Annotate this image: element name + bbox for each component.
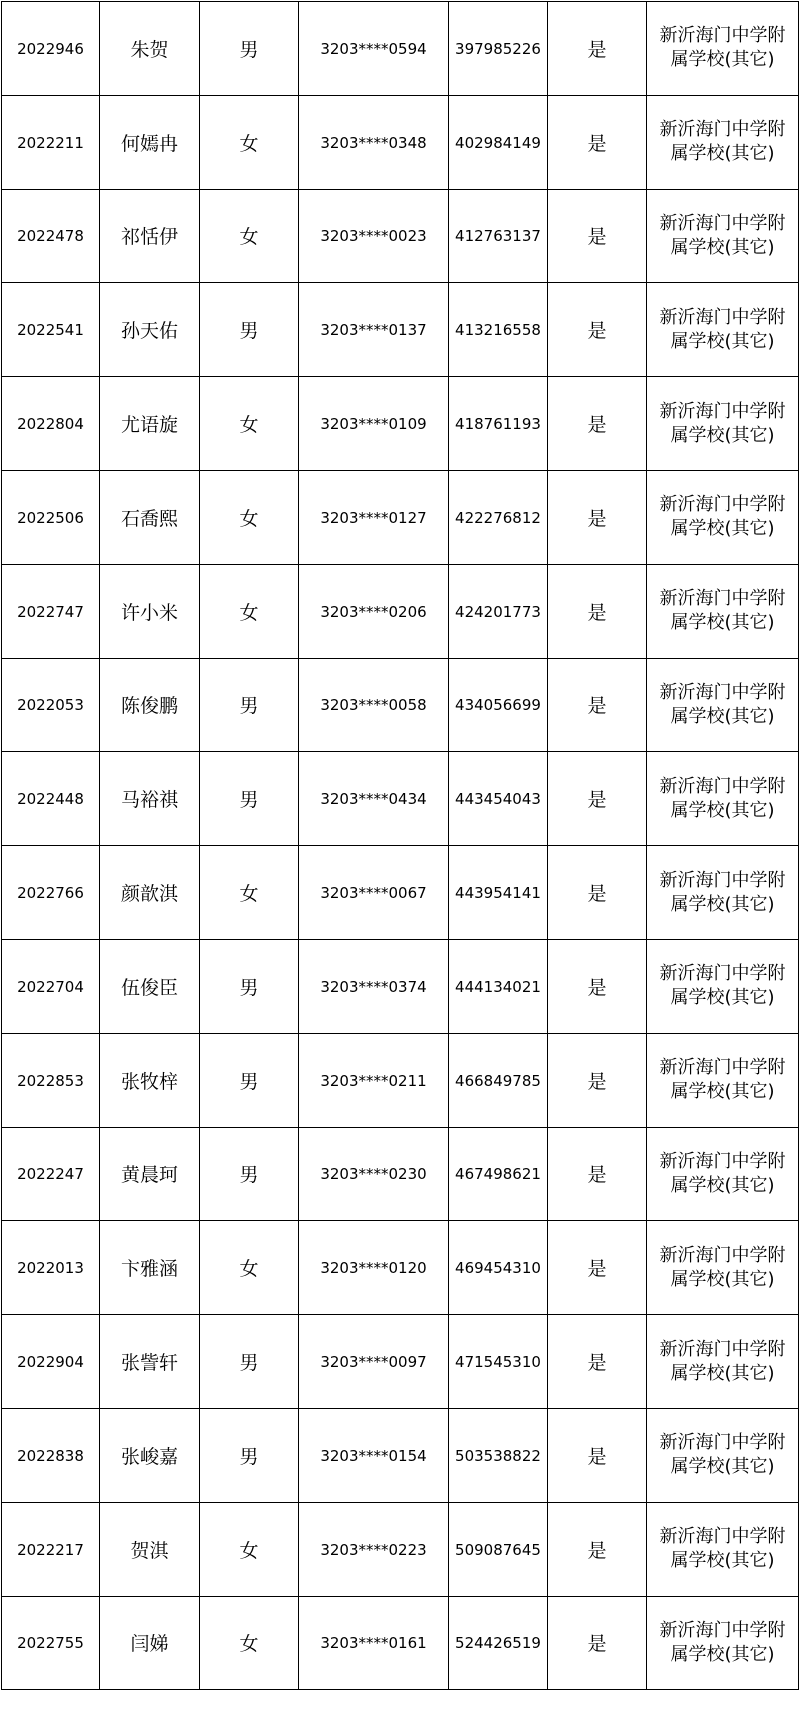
student-name-cell xyxy=(100,564,200,658)
masked-id-card: 3203****0211 xyxy=(320,1071,427,1090)
gender-cell xyxy=(200,658,299,752)
student-name: 马裕祺 xyxy=(120,789,178,812)
id-card-cell xyxy=(299,189,449,283)
school-name-line2: 属学校(其它) xyxy=(670,799,775,821)
yes-flag: 是 xyxy=(587,132,607,155)
gender-cell xyxy=(200,470,299,564)
school-name-line1: 新沂海门中学附 xyxy=(659,681,786,703)
gender-cell xyxy=(200,1596,299,1690)
registration-number: 402984149 xyxy=(455,133,541,152)
student-name: 张訾轩 xyxy=(120,1352,178,1375)
registration-number: 503538822 xyxy=(455,1446,541,1465)
school-name-line2: 属学校(其它) xyxy=(670,1268,775,1290)
student-name-cell xyxy=(100,377,200,471)
student-name-cell xyxy=(100,283,200,377)
gender: 男 xyxy=(239,695,259,718)
gender-cell xyxy=(200,95,299,189)
gender-cell xyxy=(200,564,299,658)
school-cell xyxy=(647,752,799,846)
yes-flag: 是 xyxy=(587,507,607,530)
table-row xyxy=(2,752,799,846)
yes-flag: 是 xyxy=(587,320,607,343)
yes-flag: 是 xyxy=(587,1539,607,1562)
yes-flag: 是 xyxy=(587,414,607,437)
school-name-line1: 新沂海门中学附 xyxy=(659,212,786,234)
flag-cell xyxy=(548,1408,647,1502)
number-cell xyxy=(449,1408,548,1502)
number-cell xyxy=(449,1033,548,1127)
id-card-cell xyxy=(299,1502,449,1596)
gender-cell xyxy=(200,1033,299,1127)
masked-id-card: 3203****0154 xyxy=(320,1446,427,1465)
number-cell xyxy=(449,377,548,471)
masked-id-card: 3203****0374 xyxy=(320,977,427,996)
school-name-line2: 属学校(其它) xyxy=(670,1550,775,1572)
table-row xyxy=(2,846,799,940)
id-card-cell xyxy=(299,2,449,96)
registration-number: 424201773 xyxy=(455,602,541,621)
student-name: 颜歆淇 xyxy=(120,883,178,906)
yes-flag: 是 xyxy=(587,1633,607,1656)
id-card-cell xyxy=(299,470,449,564)
gender: 女 xyxy=(239,1633,259,1656)
student-id-cell xyxy=(2,95,100,189)
student-name: 张峻嘉 xyxy=(120,1445,178,1468)
school-cell xyxy=(647,1127,799,1221)
student-id-cell xyxy=(2,189,100,283)
table-row xyxy=(2,2,799,96)
student-name-cell xyxy=(100,1502,200,1596)
student-name: 何嫣冉 xyxy=(120,132,178,155)
number-cell xyxy=(449,1596,548,1690)
school-cell xyxy=(647,377,799,471)
registration-number: 471545310 xyxy=(455,1353,541,1372)
school-cell xyxy=(647,1408,799,1502)
student-id-cell xyxy=(2,377,100,471)
school-cell xyxy=(647,846,799,940)
registration-number: 444134021 xyxy=(455,977,541,996)
school-cell xyxy=(647,1033,799,1127)
student-name-cell xyxy=(100,1127,200,1221)
school-name-line1: 新沂海门中学附 xyxy=(659,1526,786,1548)
gender-cell xyxy=(200,752,299,846)
registration-number: 469454310 xyxy=(455,1259,541,1278)
number-cell xyxy=(449,470,548,564)
gender: 男 xyxy=(239,976,259,999)
school-name-line1: 新沂海门中学附 xyxy=(659,1432,786,1454)
number-cell xyxy=(449,1221,548,1315)
registration-number: 412763137 xyxy=(455,227,541,246)
school-cell xyxy=(647,939,799,1033)
gender: 女 xyxy=(239,601,259,624)
student-name: 卞雅涵 xyxy=(120,1258,178,1281)
masked-id-card: 3203****0058 xyxy=(320,696,427,715)
masked-id-card: 3203****0137 xyxy=(320,321,427,340)
number-cell xyxy=(449,1127,548,1221)
number-cell xyxy=(449,846,548,940)
gender: 女 xyxy=(239,414,259,437)
school-name-line1: 新沂海门中学附 xyxy=(659,588,786,610)
student-name: 许小米 xyxy=(120,601,178,624)
school-name-line2: 属学校(其它) xyxy=(670,612,775,634)
student-name: 尤语旋 xyxy=(120,414,178,437)
gender-cell xyxy=(200,1221,299,1315)
student-id-cell xyxy=(2,470,100,564)
student-id: 2022853 xyxy=(17,1071,84,1090)
masked-id-card: 3203****0348 xyxy=(320,133,427,152)
registration-number: 413216558 xyxy=(455,321,541,340)
registration-number: 467498621 xyxy=(455,1165,541,1184)
masked-id-card: 3203****0161 xyxy=(320,1634,427,1653)
school-name-line2: 属学校(其它) xyxy=(670,1081,775,1103)
masked-id-card: 3203****0097 xyxy=(320,1353,427,1372)
number-cell xyxy=(449,283,548,377)
flag-cell xyxy=(548,283,647,377)
gender: 女 xyxy=(239,1258,259,1281)
number-cell xyxy=(449,95,548,189)
student-id: 2022904 xyxy=(17,1353,84,1372)
id-card-cell xyxy=(299,846,449,940)
school-cell xyxy=(647,564,799,658)
school-name-line1: 新沂海门中学附 xyxy=(659,1244,786,1266)
masked-id-card: 3203****0223 xyxy=(320,1540,427,1559)
gender: 女 xyxy=(239,883,259,906)
gender: 男 xyxy=(239,1070,259,1093)
registration-number: 443454043 xyxy=(455,790,541,809)
student-id: 2022506 xyxy=(17,508,84,527)
table-row xyxy=(2,564,799,658)
table-row xyxy=(2,1221,799,1315)
school-cell xyxy=(647,1315,799,1409)
school-cell xyxy=(647,95,799,189)
student-name-cell xyxy=(100,2,200,96)
student-id-cell xyxy=(2,1221,100,1315)
table-row xyxy=(2,1408,799,1502)
flag-cell xyxy=(548,470,647,564)
school-name-line1: 新沂海门中学附 xyxy=(659,306,786,328)
student-id-cell xyxy=(2,1127,100,1221)
school-name-line2: 属学校(其它) xyxy=(670,1456,775,1478)
table-row xyxy=(2,189,799,283)
school-name-line1: 新沂海门中学附 xyxy=(659,25,786,47)
id-card-cell xyxy=(299,95,449,189)
flag-cell xyxy=(548,1033,647,1127)
student-name-cell xyxy=(100,1596,200,1690)
id-card-cell xyxy=(299,283,449,377)
school-cell xyxy=(647,283,799,377)
flag-cell xyxy=(548,1596,647,1690)
student-id-cell xyxy=(2,1502,100,1596)
student-id-cell xyxy=(2,564,100,658)
student-id: 2022478 xyxy=(17,227,84,246)
yes-flag: 是 xyxy=(587,789,607,812)
student-id-cell xyxy=(2,1408,100,1502)
student-name-cell xyxy=(100,846,200,940)
student-id-cell xyxy=(2,939,100,1033)
flag-cell xyxy=(548,1127,647,1221)
gender-cell xyxy=(200,939,299,1033)
student-name-cell xyxy=(100,1033,200,1127)
school-name-line2: 属学校(其它) xyxy=(670,1643,775,1665)
gender-cell xyxy=(200,1127,299,1221)
yes-flag: 是 xyxy=(587,1445,607,1468)
flag-cell xyxy=(548,846,647,940)
registration-number: 397985226 xyxy=(455,39,541,58)
student-name-cell xyxy=(100,752,200,846)
student-id: 2022541 xyxy=(17,321,84,340)
student-name: 黄晨珂 xyxy=(120,1164,178,1187)
school-name-line1: 新沂海门中学附 xyxy=(659,775,786,797)
school-cell xyxy=(647,1596,799,1690)
student-id: 2022704 xyxy=(17,977,84,996)
flag-cell xyxy=(548,1221,647,1315)
gender: 男 xyxy=(239,1352,259,1375)
gender: 男 xyxy=(239,38,259,61)
masked-id-card: 3203****0434 xyxy=(320,790,427,809)
school-cell xyxy=(647,2,799,96)
gender: 女 xyxy=(239,226,259,249)
gender: 女 xyxy=(239,507,259,530)
registration-number: 418761193 xyxy=(455,415,541,434)
id-card-cell xyxy=(299,564,449,658)
school-name-line1: 新沂海门中学附 xyxy=(659,869,786,891)
school-name-line1: 新沂海门中学附 xyxy=(659,1338,786,1360)
school-name-line2: 属学校(其它) xyxy=(670,1362,775,1384)
number-cell xyxy=(449,564,548,658)
school-name-line1: 新沂海门中学附 xyxy=(659,119,786,141)
gender-cell xyxy=(200,283,299,377)
school-name-line2: 属学校(其它) xyxy=(670,330,775,352)
gender: 女 xyxy=(239,1539,259,1562)
registration-number: 466849785 xyxy=(455,1071,541,1090)
school-name-line1: 新沂海门中学附 xyxy=(659,1619,786,1641)
student-id-cell xyxy=(2,283,100,377)
flag-cell xyxy=(548,939,647,1033)
id-card-cell xyxy=(299,1408,449,1502)
student-id-cell xyxy=(2,846,100,940)
table-row xyxy=(2,1596,799,1690)
masked-id-card: 3203****0127 xyxy=(320,508,427,527)
flag-cell xyxy=(548,1502,647,1596)
flag-cell xyxy=(548,189,647,283)
number-cell xyxy=(449,1315,548,1409)
student-name: 朱贺 xyxy=(130,38,169,61)
flag-cell xyxy=(548,564,647,658)
id-card-cell xyxy=(299,658,449,752)
student-id-cell xyxy=(2,658,100,752)
number-cell xyxy=(449,189,548,283)
school-name-line1: 新沂海门中学附 xyxy=(659,963,786,985)
student-id: 2022211 xyxy=(17,133,84,152)
table-row xyxy=(2,283,799,377)
school-name-line2: 属学校(其它) xyxy=(670,518,775,540)
student-name-cell xyxy=(100,470,200,564)
student-name: 贺淇 xyxy=(130,1539,169,1562)
student-id: 2022247 xyxy=(17,1165,84,1184)
table-row xyxy=(2,1502,799,1596)
id-card-cell xyxy=(299,1315,449,1409)
student-id-cell xyxy=(2,2,100,96)
gender: 男 xyxy=(239,320,259,343)
school-name-line1: 新沂海门中学附 xyxy=(659,1057,786,1079)
student-name: 孙天佑 xyxy=(120,320,178,343)
student-id: 2022755 xyxy=(17,1634,84,1653)
masked-id-card: 3203****0067 xyxy=(320,884,427,903)
id-card-cell xyxy=(299,1221,449,1315)
school-name-line2: 属学校(其它) xyxy=(670,987,775,1009)
school-name-line2: 属学校(其它) xyxy=(670,893,775,915)
registration-number: 443954141 xyxy=(455,884,541,903)
flag-cell xyxy=(548,752,647,846)
student-id: 2022053 xyxy=(17,696,84,715)
masked-id-card: 3203****0120 xyxy=(320,1259,427,1278)
student-name-cell xyxy=(100,189,200,283)
school-name-line2: 属学校(其它) xyxy=(670,705,775,727)
school-cell xyxy=(647,1221,799,1315)
student-name-cell xyxy=(100,1408,200,1502)
yes-flag: 是 xyxy=(587,1258,607,1281)
masked-id-card: 3203****0230 xyxy=(320,1165,427,1184)
table-row xyxy=(2,470,799,564)
yes-flag: 是 xyxy=(587,695,607,718)
number-cell xyxy=(449,658,548,752)
number-cell xyxy=(449,1502,548,1596)
student-name: 闫娣 xyxy=(130,1633,169,1656)
student-name: 陈俊鹏 xyxy=(120,695,178,718)
masked-id-card: 3203****0109 xyxy=(320,415,427,434)
school-cell xyxy=(647,1502,799,1596)
number-cell xyxy=(449,939,548,1033)
gender-cell xyxy=(200,377,299,471)
table-row xyxy=(2,377,799,471)
school-name-line2: 属学校(其它) xyxy=(670,49,775,71)
flag-cell xyxy=(548,2,647,96)
student-name: 伍俊臣 xyxy=(120,976,178,999)
student-id: 2022747 xyxy=(17,602,84,621)
gender-cell xyxy=(200,1502,299,1596)
student-name: 祁恬伊 xyxy=(120,226,178,249)
id-card-cell xyxy=(299,752,449,846)
school-name-line1: 新沂海门中学附 xyxy=(659,400,786,422)
student-roster-table xyxy=(1,1,799,1690)
student-id-cell xyxy=(2,1596,100,1690)
school-name-line2: 属学校(其它) xyxy=(670,143,775,165)
number-cell xyxy=(449,752,548,846)
student-id-cell xyxy=(2,1315,100,1409)
id-card-cell xyxy=(299,377,449,471)
student-id: 2022217 xyxy=(17,1540,84,1559)
id-card-cell xyxy=(299,939,449,1033)
table-row xyxy=(2,95,799,189)
student-id: 2022946 xyxy=(17,39,84,58)
masked-id-card: 3203****0206 xyxy=(320,602,427,621)
school-name-line2: 属学校(其它) xyxy=(670,424,775,446)
school-name-line2: 属学校(其它) xyxy=(670,236,775,258)
yes-flag: 是 xyxy=(587,883,607,906)
student-name: 石喬熙 xyxy=(120,507,178,530)
registration-number: 509087645 xyxy=(455,1540,541,1559)
yes-flag: 是 xyxy=(587,38,607,61)
student-id: 2022766 xyxy=(17,884,84,903)
flag-cell xyxy=(548,1315,647,1409)
registration-number: 422276812 xyxy=(455,508,541,527)
school-name-line1: 新沂海门中学附 xyxy=(659,494,786,516)
gender-cell xyxy=(200,189,299,283)
student-id: 2022838 xyxy=(17,1446,84,1465)
yes-flag: 是 xyxy=(587,976,607,999)
id-card-cell xyxy=(299,1127,449,1221)
school-cell xyxy=(647,658,799,752)
masked-id-card: 3203****0023 xyxy=(320,227,427,246)
student-id: 2022804 xyxy=(17,415,84,434)
table-row xyxy=(2,658,799,752)
student-id-cell xyxy=(2,1033,100,1127)
flag-cell xyxy=(548,95,647,189)
table-row xyxy=(2,939,799,1033)
school-cell xyxy=(647,470,799,564)
table-row xyxy=(2,1127,799,1221)
student-name-cell xyxy=(100,95,200,189)
masked-id-card: 3203****0594 xyxy=(320,39,427,58)
id-card-cell xyxy=(299,1033,449,1127)
gender-cell xyxy=(200,1315,299,1409)
gender-cell xyxy=(200,846,299,940)
student-name: 张牧梓 xyxy=(120,1070,178,1093)
school-name-line1: 新沂海门中学附 xyxy=(659,1150,786,1172)
yes-flag: 是 xyxy=(587,1070,607,1093)
school-cell xyxy=(647,189,799,283)
student-id-cell xyxy=(2,752,100,846)
gender: 女 xyxy=(239,132,259,155)
yes-flag: 是 xyxy=(587,1352,607,1375)
number-cell xyxy=(449,2,548,96)
registration-number: 524426519 xyxy=(455,1634,541,1653)
student-id: 2022448 xyxy=(17,790,84,809)
student-name-cell xyxy=(100,658,200,752)
gender-cell xyxy=(200,1408,299,1502)
table-row xyxy=(2,1315,799,1409)
gender: 男 xyxy=(239,1445,259,1468)
flag-cell xyxy=(548,377,647,471)
student-id: 2022013 xyxy=(17,1259,84,1278)
student-name-cell xyxy=(100,1221,200,1315)
yes-flag: 是 xyxy=(587,1164,607,1187)
school-name-line2: 属学校(其它) xyxy=(670,1174,775,1196)
yes-flag: 是 xyxy=(587,226,607,249)
gender: 男 xyxy=(239,1164,259,1187)
student-name-cell xyxy=(100,1315,200,1409)
flag-cell xyxy=(548,658,647,752)
roster-body xyxy=(2,2,799,1690)
student-name-cell xyxy=(100,939,200,1033)
registration-number: 434056699 xyxy=(455,696,541,715)
id-card-cell xyxy=(299,1596,449,1690)
gender: 男 xyxy=(239,789,259,812)
yes-flag: 是 xyxy=(587,601,607,624)
table-row xyxy=(2,1033,799,1127)
gender-cell xyxy=(200,2,299,96)
